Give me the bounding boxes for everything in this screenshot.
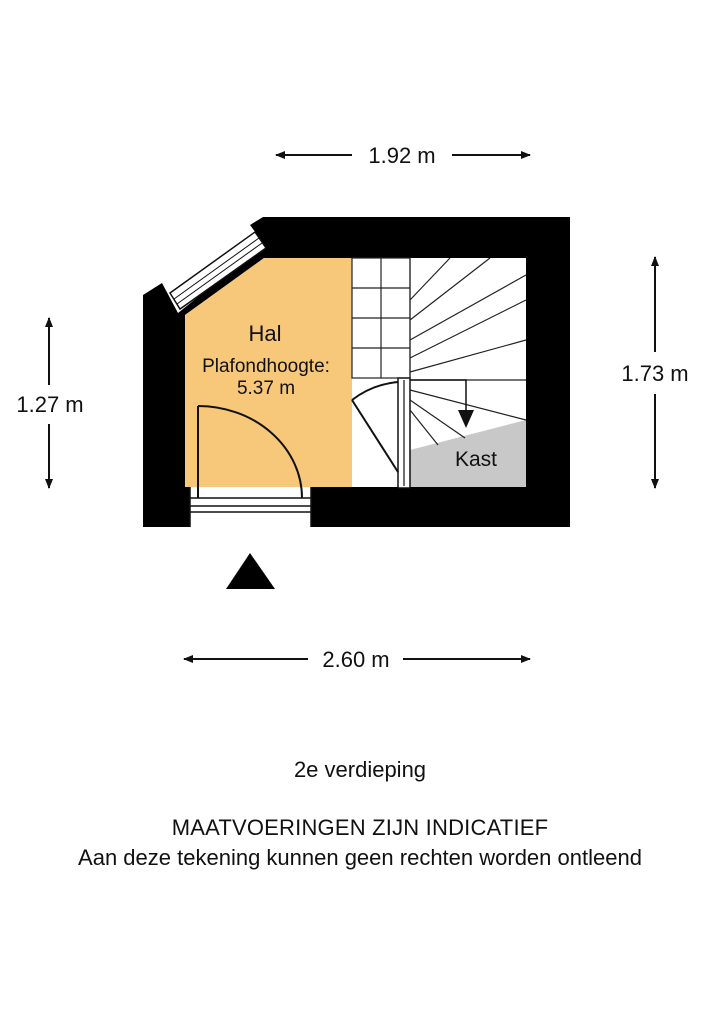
dimension-top-label: 1.92 m (368, 143, 436, 168)
dimension-left-label: 1.27 m (16, 392, 84, 417)
room-hal-ceiling-label: Plafondhoogte: (202, 356, 330, 377)
entrance-marker-icon (226, 553, 275, 589)
dimension-bottom-label: 2.60 m (322, 647, 390, 672)
room-kast-name: Kast (454, 448, 498, 471)
dimension-left (16, 318, 83, 488)
floor-label: 2e verdieping (293, 757, 427, 782)
disclaimer-title: MAATVOERINGEN ZIJN INDICATIEF (171, 815, 549, 840)
entrance-opening (190, 487, 311, 527)
room-hal-ceiling-value: 5.37 m (236, 378, 296, 399)
room-hal-name: Hal (248, 321, 282, 346)
disclaimer-text: Aan deze tekening kunnen geen rechten worden ontleend (78, 845, 642, 870)
dimension-right-label: 1.73 m (621, 361, 689, 386)
dimension-top (276, 143, 530, 168)
dimension-right (621, 257, 688, 488)
dimension-bottom (184, 647, 530, 672)
